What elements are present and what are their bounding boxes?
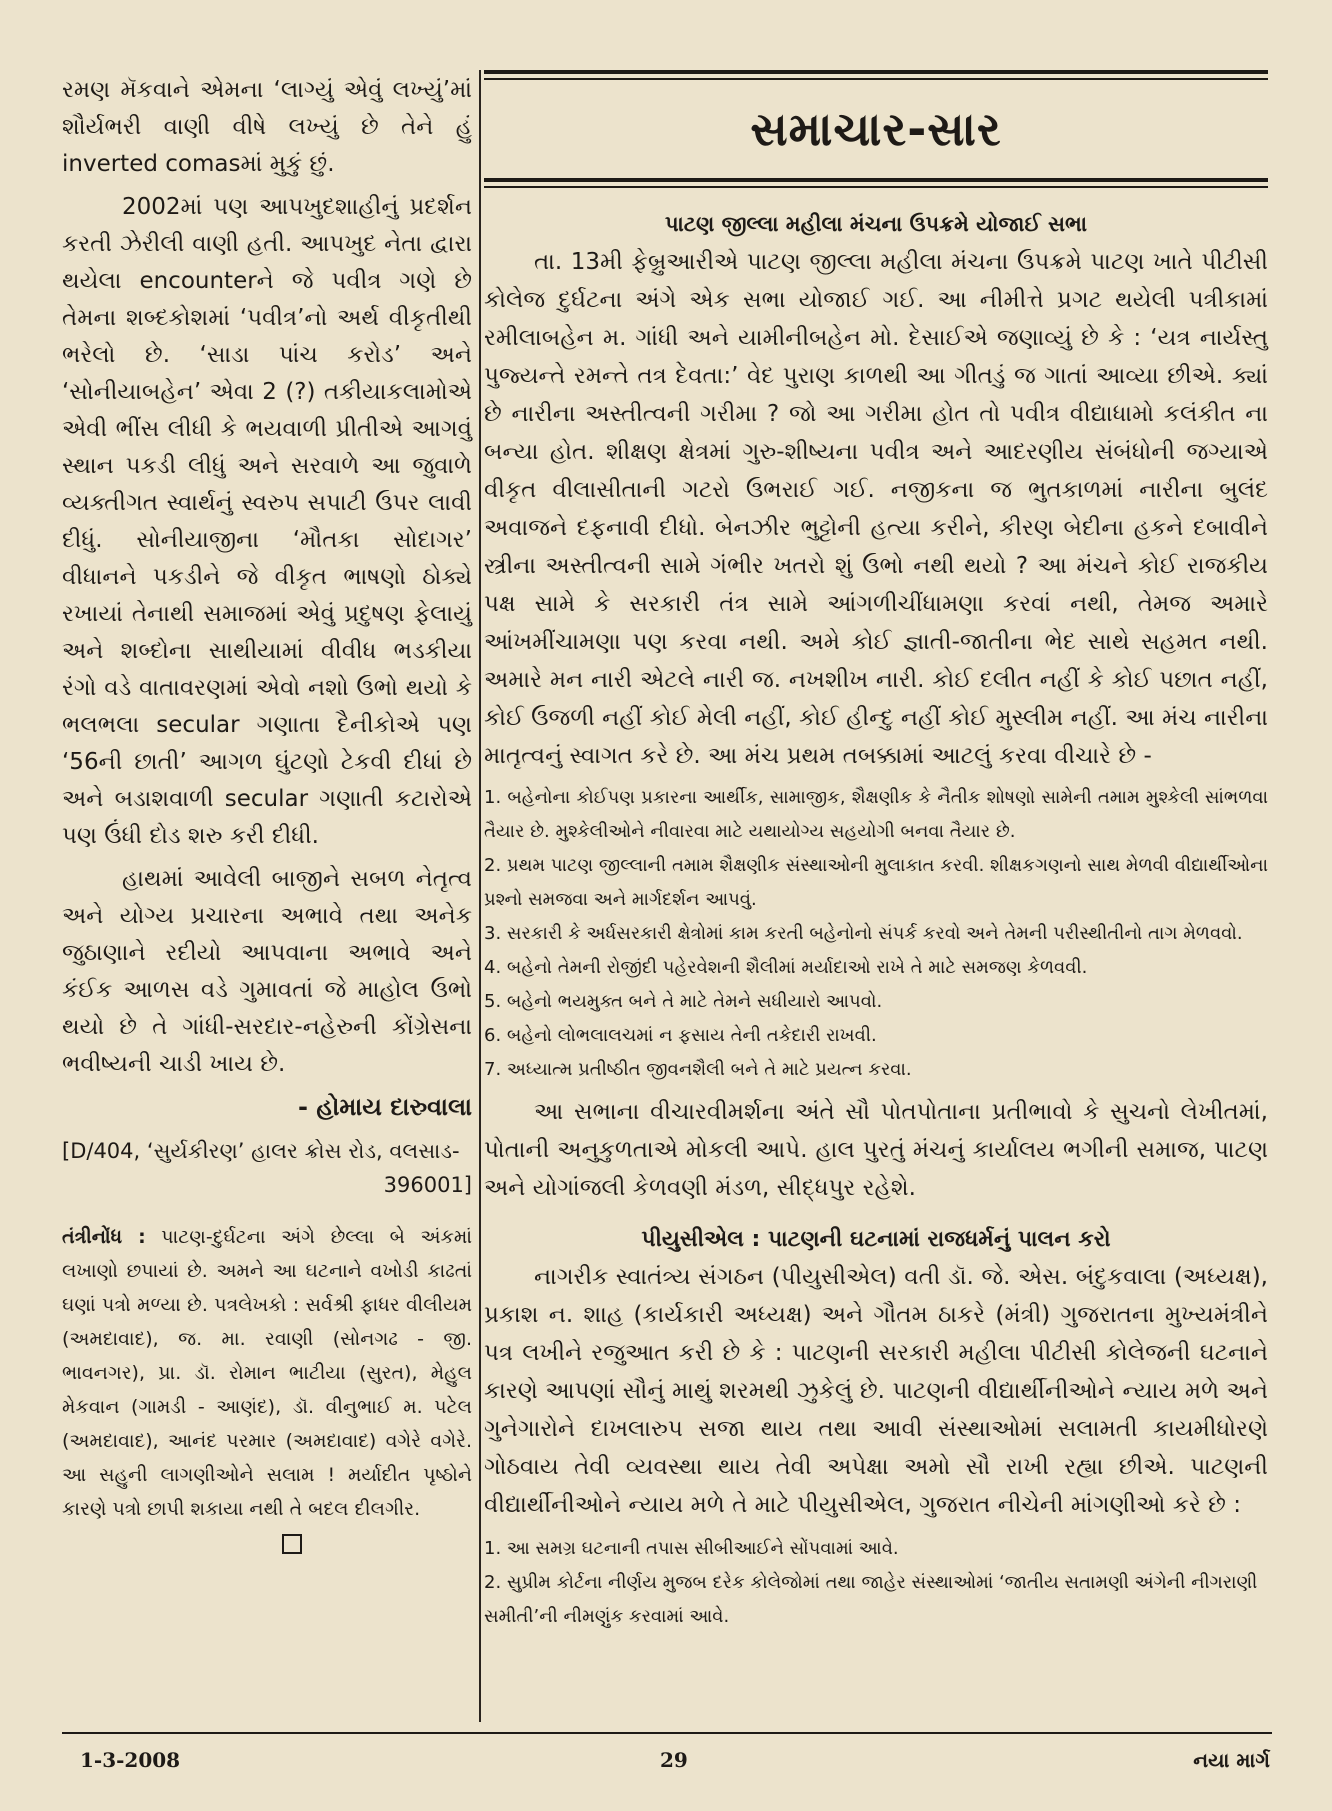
- list-item: 2. સુપ્રીમ કોર્ટના નીર્ણય મુજબ દરેક કોલેજોમાં તથા જાહેર સંસ્થાઓમાં ‘જાતીય સતામણી અંગેની નીગરાણી સમીતી’ની નીમણુંક કરવામાં આવે.: [484, 1572, 1258, 1627]
- column-divider: [479, 70, 481, 1722]
- issue-date: 1-3-2008: [80, 1748, 181, 1772]
- left-paragraph-1: રમણ મૅકવાને એમના ‘લાગ્યું એવું લખ્યું’માં શૌર્યભરી વાણી વીષે લખ્યું છે તેને હું inverted comasમાં મુકું છું.: [62, 77, 472, 177]
- list-item: 5. બહેનો ભયમુક્ત બને તે માટે તેમને સધીયારો આપવો.: [484, 991, 883, 1012]
- list-item: 3. સરકારી કે અર્ધસરકારી ક્ષેત્રોમાં કામ કરતી બહેનોનો સંપર્ક કરવો અને તેમની પરીસ્થીતીનો તાગ મેળવવો.: [484, 923, 1243, 944]
- author-address: [62, 1134, 472, 1202]
- editor-note: [62, 1220, 472, 1526]
- right-column: [484, 70, 1268, 1634]
- list-item: 1. આ સમગ્ર ઘટનાની તપાસ સીબીઆઈને સોંપવામાં આવે.: [484, 1538, 899, 1559]
- editor-note-text: પાટણ-દુર્ઘટના અંગે છેલ્લા બે અંકમાં લખાણો છપાયાં છે. અમને આ ઘટનાને વખોડી કાઢતાં ઘણાં પત્રો મળ્યા છે. પત્રલેખકો : સર્વશ્રી ફાધર વીલીયમ (અમદાવાદ), જ. મા. રવાણી (સોનગઢ - જી. ભાવનગર), પ્રા. ડૉ. રોમાન ભાટીયા (સુરત), મેહુલ મેકવાન (ગામડી - આણંદ), ડૉ. વીનુભાઈ મ. પટેલ (અમદાવાદ), આનંદ પરમાર (અમદાવાદ) વગેરે વગેરે. આ સહુની લાગણીઓને સલામ ! મર્યાદીત પૃષ્ઠોને કારણે પત્રો છાપી શકાયા નથી તે બદલ દીલગીર.: [62, 1226, 472, 1520]
- masthead-bottom-rule-thin: [484, 186, 1268, 188]
- news2-body: નાગરીક સ્વાતંત્ર્ય સંગઠન (પીયુસીએલ) વતી ડૉ. જે. એસ. બંદુકવાલા (અધ્યક્ષ), પ્રકાશ ન. શાહ (કાર્યકારી અધ્યક્ષ) અને ગૌતમ ઠાકરે (મંત્રી) ગુજરાતના મુખ્યમંત્રીને પત્ર લખીને રજુઆત કરી છે કે : પાટણની સરકારી મહીલા પીટીસી કોલેજની ઘટનાને કારણે આપણાં સૌનું માથું શરમથી ઝુકેલું છે. પાટણની વીદ્યાર્થીનીઓને ન્યાય મળે અને ગુનેગારોને દાખલારુપ સજા થાય તથા આવી સંસ્થાઓમાં સલામતી કાયમીધોરણે ગોઠવાય તેવી વ્યવસ્થા થાય તેવી અપેક્ષા અમો સૌ રાખી રહ્યા છીએ. પાટણની વીદ્યાર્થીનીઓને ન્યાય મળે તે માટે પીયુસીએલ, ગુજરાત નીચેની માંગણીઓ કરે છે :: [484, 1264, 1268, 1518]
- masthead-top-rule: [484, 70, 1268, 74]
- author-signature: - હોમાય દારુવાલા: [298, 1093, 472, 1121]
- list-item: 4. બહેનો તેમની રોજીંદી પહેરવેશની શૈલીમાં મર્યાદાઓ રાખે તે માટે સમજણ કેળવવી.: [484, 957, 1088, 978]
- news2-heading: પીયુસીએલ : પાટણની ઘટનામાં રાજધર્મનું પાલન કરો: [641, 1227, 1111, 1252]
- masthead-bottom-rule: [484, 178, 1268, 182]
- list-item: 2. પ્રથમ પાટણ જીલ્લાની તમામ શૈક્ષણીક સંસ્થાઓની મુલાકાત કરવી. શીક્ષકગણનો સાથ મેળવી વીદ્યાર્થીઓના પ્રશ્નો સમજવા અને માર્ગદર્શન આપવું.: [484, 855, 1268, 910]
- news2-list: [484, 1532, 1268, 1634]
- section-masthead: સમાચાર-સાર: [750, 102, 1002, 156]
- magazine-name: નયા માર્ગ: [1193, 1748, 1270, 1772]
- news1-heading: પાટણ જીલ્લા મહીલા મંચના ઉપક્રમે યોજાઈ સભા: [665, 212, 1087, 236]
- news1-body: તા. 13મી ફેબ્રુઆરીએ પાટણ જીલ્લા મહીલા મંચના ઉપક્રમે પાટણ ખાતે પીટીસી કોલેજ દુર્ઘટના અંગે એક સભા યોજાઈ ગઈ. આ નીમીત્તે પ્રગટ થયેલી પત્રીકામાં રમીલાબહેન મ. ગાંધી અને યામીનીબહેન મો. દેસાઈએ જણાવ્યું છે કે : ‘યત્ર નાર્યસ્તુ પુજ્યન્તે રમન્તે તત્ર દેવતા:’ વેદ પુરાણ કાળથી આ ગીતડું જ ગાતાં આવ્યા છીએ. ક્યાં છે નારીના અસ્તીત્વની ગરીમા ? જો આ ગરીમા હોત તો પવીત્ર વીદ્યાધામો કલંકીત ના બન્યા હોત. શીક્ષણ ક્ષેત્રમાં ગુરુ-શીષ્યના પવીત્ર અને આદરણીય સંબંધોની જગ્યાએ વીકૃત વીલાસીતાની ગટરો ઉભરાઈ ગઈ. નજીકના જ ભુતકાળમાં નારીના બુલંદ અવાજને દફનાવી દીધો. બેનઝીર ભુટ્ટોની હત્યા કરીને, કીરણ બેદીના હકને દબાવીને સ્ત્રીના અસ્તીત્વની સામે ગંભીર ખતરો શું ઉભો નથી થયો ? આ મંચને કોઈ રાજકીય પક્ષ સામે કે સરકારી તંત્ર સામે આંગળીચીંધામણા કરવાં નથી, તેમજ અમારે આંખમીંચામણા પણ કરવા નથી. અમે કોઈ જ્ઞાતી-જાતીના ભેદ સાથે સહમત નથી. અમારે મન નારી એટલે નારી જ. નખશીખ નારી. કોઈ દલીત નહીં કે કોઈ પછાત નહીં, કોઈ ઉજળી નહીં કોઈ મેલી નહીં, કોઈ હીન્દુ નહીં કોઈ મુસ્લીમ નહીં. આ મંચ નારીના માતૃત્વનું સ્વાગત કરે છે. આ મંચ પ્રથમ તબક્કામાં આટલું કરવા વીચારે છે -: [484, 249, 1268, 769]
- left-paragraph-2: 2002માં પણ આપખુદશાહીનું પ્રદર્શન કરતી ઝેરીલી વાણી હતી. આપખુદ નેતા દ્વારા થયેલા encounterને જે પવીત્ર ગણે છે તેમના શબ્દકોશમાં ‘પવીત્ર’નો અર્થ વીકૃતીથી ભરેલો છે. ‘સાડા પાંચ કરોડ’ અને ‘સોનીયાબહેન’ એવા 2 (?) તકીયાકલામોએ એવી ભીંસ લીધી કે ભયવાળી પ્રીતીએ આગવું સ્થાન પકડી લીધું અને સરવાળે આ જુવાળે વ્યક્તીગત સ્વાર્થનું સ્વરુપ સપાટી ઉપર લાવી દીધું. સોનીયાજીના ‘મૌતકા સોદાગર’ વીધાનને પકડીને જે વીકૃત ભાષણો ઠોક્યે રખાયાં તેનાથી સમાજમાં એવું પ્રદુષણ ફેલાયું અને શબ્દોના સાથીયામાં વીવીધ ભડકીયા રંગો વડે વાતાવરણમાં એવો નશો ઉભો થયો કે ભલભલા secular ગણાતા દૈનીકોએ પણ ‘56ની છાતી’ આગળ ઘુંટણો ટેકવી દીધાં છે અને બડાશવાળી secular ગણાતી કટારોએ પણ ઉંધી દોડ શરુ કરી દીધી.: [62, 194, 472, 849]
- footer-rule: [62, 1732, 1272, 1734]
- left-column: [62, 72, 472, 1554]
- news1-closing: આ સભાના વીચારવીમર્શના અંતે સૌ પોતપોતાના પ્રતીભાવો કે સુચનો લેખીતમાં, પોતાની અનુકુળતાએ મોકલી આપે. હાલ પુરતું મંચનું કાર્યાલય ભગીની સમાજ, પાટણ અને યોગાંજલી કેળવણી મંડળ, સીદ્ધપુર રહેશે.: [484, 1099, 1268, 1201]
- page-number: 29: [660, 1748, 688, 1772]
- left-paragraph-3: હાથમાં આવેલી બાજીને સબળ નેતૃત્વ અને યોગ્ય પ્રચારના અભાવે તથા અનેક જુઠાણાને રદીયો આપવાના અભાવે અને કંઈક આળસ વડે ગુમાવતાં જે માહોલ ઉભો થયો છે તે ગાંધી-સરદાર-નહેરુની કોંગ્રેસના ભવીષ્યની ચાડી ખાય છે.: [62, 866, 472, 1077]
- editor-note-label: તંત્રીનોંધ :: [62, 1226, 146, 1248]
- list-item: 1. બહેનોના કોઈપણ પ્રકારના આર્થીક, સામાજીક, શૈક્ષણીક કે નૈતીક શોષણો સામેની તમામ મુશ્કેલી સાંભળવા તૈયાર છે. મુશ્કેલીઓને નીવારવા માટે યથાયોગ્ય સહયોગી બનવા તૈયાર છે.: [484, 787, 1268, 842]
- address-pin: 396001]: [383, 1173, 472, 1197]
- news1-list: [484, 781, 1268, 1087]
- address-line: [D/404, ‘સુર્યકીરણ’ હાલર ક્રોસ રોડ, વલસાડ-: [62, 1139, 460, 1163]
- end-mark-icon: [282, 1534, 302, 1554]
- list-item: 6. બહેનો લોભલાલચમાં ન ફસાય તેની તકેદારી રાખવી.: [484, 1025, 877, 1046]
- list-item: 7. અધ્યાત્મ પ્રતીષ્ઠીત જીવનશૈલી બને તે માટે પ્રયત્ન કરવા.: [484, 1059, 912, 1080]
